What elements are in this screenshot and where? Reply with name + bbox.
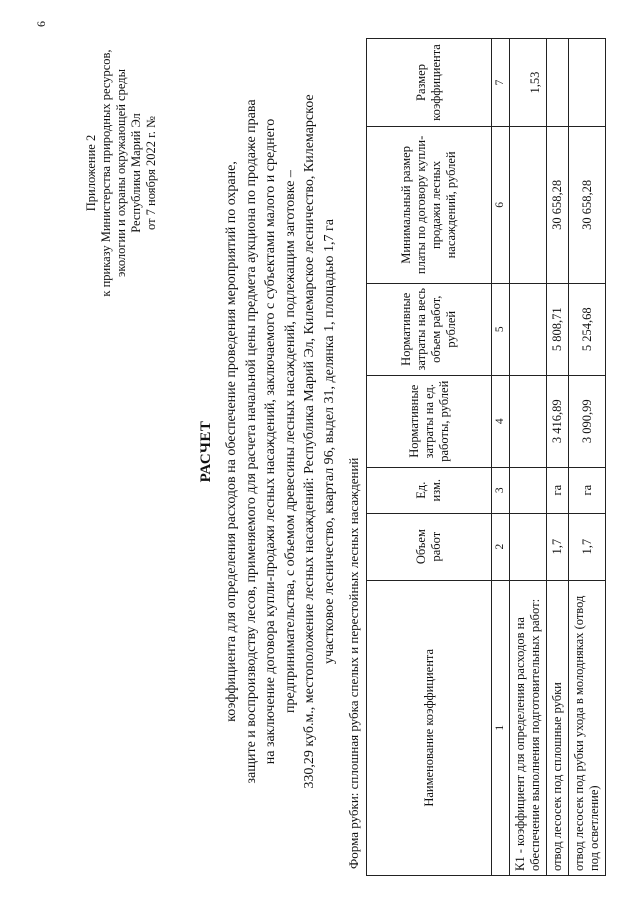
- row-total-cost: [510, 283, 547, 375]
- table-header-row: [367, 39, 492, 876]
- column-number: 4: [492, 375, 510, 467]
- row-unit: га: [569, 467, 606, 513]
- row-total-cost: 5 808,71: [547, 283, 569, 375]
- document-title: РАСЧЕТ: [198, 420, 214, 483]
- row-unit-cost: [510, 375, 547, 467]
- header-unit-cost: Нормативные затраты на ед. работы, рублей: [367, 375, 492, 467]
- row-unit: [510, 467, 547, 513]
- subtitle-line: защите и воспроизводству лесов, применяемого для расчета начальной цены предмета аукциона по продаже права: [243, 99, 259, 784]
- row-name: отвод лесосек под рубки ухода в молодняках (отвод под осветление): [569, 580, 606, 875]
- table-row: [510, 39, 547, 876]
- column-number: 3: [492, 467, 510, 513]
- row-min-payment: 30 658,28: [547, 127, 569, 284]
- subtitle-line: участковое лесничество, квартал 96, выдел 31, делянка 1, площадью 1,7 га: [321, 219, 337, 664]
- row-coefficient: [569, 39, 606, 127]
- row-name: отвод лесосек под сплошные рубки: [547, 580, 569, 875]
- column-number: 6: [492, 127, 510, 284]
- row-name: К1 - коэффициент для определения расходов на обеспечение выполнения подготовительных работ:: [510, 580, 547, 875]
- appendix-line: Республики Марий Эл: [129, 113, 143, 233]
- felling-form-label: Форма рубки: сплошная рубка спелых и перестойных лесных насаждений: [346, 457, 361, 869]
- header-min-payment: Минимальный размер платы по договору купли-продажи лесных насаждений, рублей: [367, 127, 492, 284]
- row-min-payment: [510, 127, 547, 284]
- table-row: [547, 39, 569, 876]
- appendix-line: от 7 ноября 2022 г. №: [144, 116, 158, 231]
- row-volume: [510, 513, 547, 580]
- header-coefficient-name: Наименование коэффициента: [367, 580, 492, 875]
- subtitle-line: 330,29 куб.м., местоположение лесных насаждений: Республика Марий Эл, Килемарское лесничество, Килемарское: [302, 94, 317, 789]
- row-unit: га: [547, 467, 569, 513]
- row-volume: 1,7: [569, 513, 606, 580]
- column-number: 1: [492, 580, 510, 875]
- column-number: 5: [492, 283, 510, 375]
- appendix-header: [84, 3, 159, 343]
- column-number-row: [492, 39, 510, 876]
- row-unit-cost: 3 090,99: [569, 375, 606, 467]
- row-coefficient: 1,53: [510, 39, 547, 127]
- column-number: 2: [492, 513, 510, 580]
- subtitle-line: коэффициента для определения расходов на обеспечение проведения мероприятий по охране,: [224, 161, 239, 722]
- column-number: 7: [492, 39, 510, 127]
- row-unit-cost: 3 416,89: [547, 375, 569, 467]
- appendix-line: к приказу Министерства природных ресурсов,: [99, 49, 113, 297]
- page-number: 6: [34, 21, 48, 27]
- header-total-cost: Нормативные затраты на весь объем работ, рублей: [367, 283, 492, 375]
- appendix-line: Приложение 2: [84, 134, 98, 212]
- header-unit: Ед. изм.: [367, 467, 492, 513]
- row-min-payment: 30 658,28: [569, 127, 606, 284]
- row-total-cost: 5 254,68: [569, 283, 606, 375]
- appendix-line: экологии и охраны окружающей среды: [114, 69, 128, 277]
- document-subtitle: [222, 40, 339, 843]
- header-coefficient-size: Размер коэффициента: [367, 39, 492, 127]
- header-volume: Объем работ: [367, 513, 492, 580]
- row-coefficient: [547, 39, 569, 127]
- subtitle-line: предпринимательства, с объемом древесины лесных насаждений, подлежащим заготовке –: [282, 170, 298, 713]
- row-volume: 1,7: [547, 513, 569, 580]
- table-row: [569, 39, 606, 876]
- coefficient-table: [366, 38, 606, 876]
- subtitle-line: на заключение договора купли-продажи лесных насаждений, заключаемого с субъектами малого и среднего: [263, 118, 278, 765]
